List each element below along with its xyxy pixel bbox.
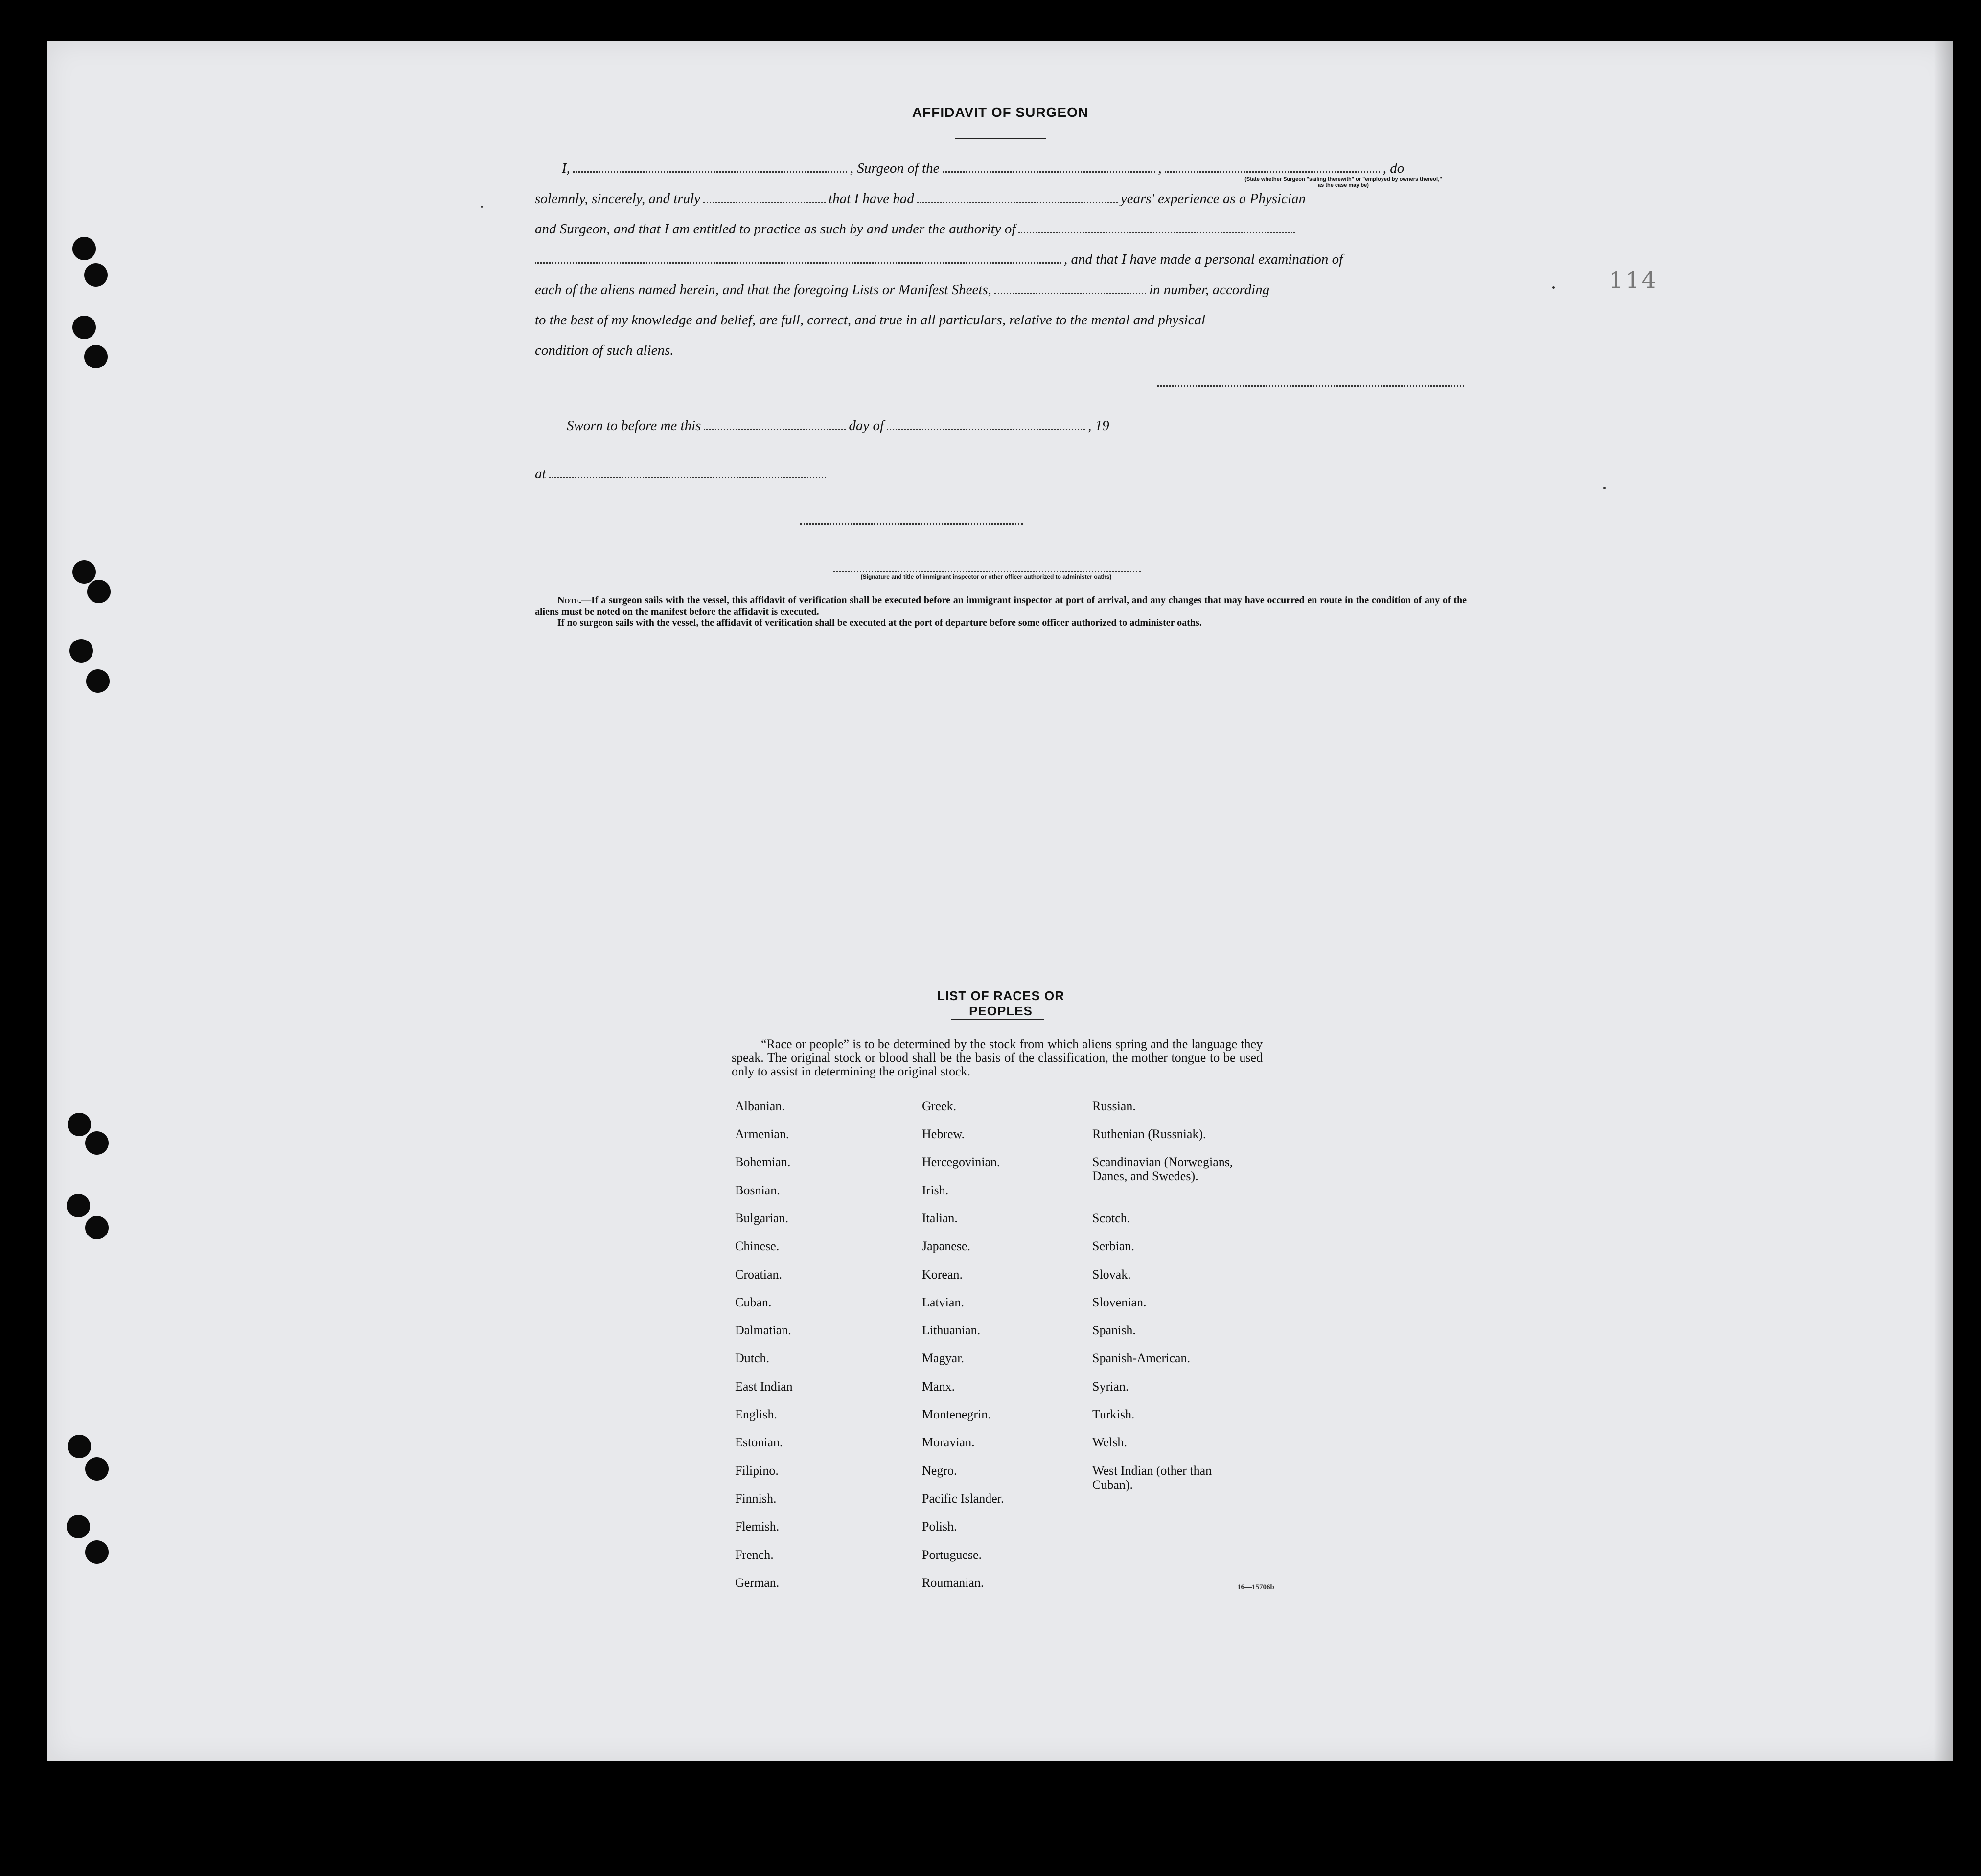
affidavit-title: AFFIDAVIT OF SURGEON (912, 105, 1089, 120)
race-item: Pacific Islander. (922, 1491, 1004, 1506)
text: each of the aliens named herein, and that the foregoing Lists or Manifest Sheets, (535, 282, 991, 297)
affidavit-line-7 (535, 343, 674, 359)
race-item: Polish. (922, 1519, 957, 1533)
month-blank (887, 428, 1085, 430)
officer-signature-line (833, 570, 1141, 572)
race-item: Hebrew. (922, 1127, 965, 1141)
race-item: Flemish. (735, 1519, 780, 1533)
race-item: Bosnian. (735, 1183, 780, 1197)
race-item: Finnish. (735, 1491, 777, 1506)
text: at (535, 466, 546, 481)
seal-line (800, 523, 1023, 525)
race-item: Negro. (922, 1464, 957, 1478)
text: , and that I have made a personal examination of (1064, 252, 1343, 267)
affidavit-line-3 (535, 221, 1298, 237)
affidavit-line-5 (535, 282, 1269, 298)
text: Sworn to before me this (567, 418, 701, 434)
race-item: Slovak. (1092, 1267, 1131, 1281)
race-item: Hercegovinian. (922, 1155, 1000, 1169)
race-item: Scandinavian (Norwegians, Danes, and Swedes). (1092, 1155, 1233, 1183)
text: day of (849, 418, 884, 434)
race-item: Spanish-American. (1092, 1351, 1191, 1365)
race-item: Estonian. (735, 1435, 783, 1449)
race-item: Serbian. (1092, 1239, 1134, 1253)
race-item: Scotch. (1092, 1211, 1130, 1225)
vessel-blank (943, 171, 1155, 173)
race-item: Russian. (1092, 1099, 1136, 1113)
form-number: 16—15706b (1237, 1583, 1274, 1591)
punch-hole (85, 1540, 109, 1564)
sworn-line (567, 418, 1109, 434)
race-item: Bulgarian. (735, 1211, 789, 1225)
note-text-1: —If a surgeon sails with the vessel, this affidavit of verification shall be executed before an immigrant inspector at port of arrival, and any changes that may have occurred en route in the condition of any of the aliens must be noted on the manifest before the affidavit is executed. (535, 595, 1467, 617)
affidavit-note (535, 595, 1467, 629)
text: , (1158, 160, 1162, 176)
races-title: LIST OF RACES OR PEOPLES (937, 988, 1065, 1018)
race-item: Slovenian. (1092, 1295, 1147, 1309)
punch-hole (72, 316, 96, 339)
ink-speck (1603, 487, 1606, 489)
race-item: East Indian (735, 1379, 793, 1394)
race-item: Manx. (922, 1379, 955, 1394)
punch-hole (84, 263, 108, 287)
punch-hole (67, 1515, 90, 1538)
punch-hole (68, 1435, 91, 1458)
punch-hole (67, 1194, 90, 1217)
race-item: Dalmatian. (735, 1323, 791, 1337)
race-item: Korean. (922, 1267, 963, 1281)
authority-blank (1018, 231, 1295, 233)
years-blank (917, 201, 1118, 203)
punch-hole (84, 345, 108, 368)
race-item: Japanese. (922, 1239, 970, 1253)
affidavit-line-1 (562, 160, 1404, 177)
race-item: Turkish. (1092, 1407, 1135, 1421)
punch-hole (85, 1216, 109, 1239)
affidavit-line-4 (535, 252, 1343, 268)
race-item: Chinese. (735, 1239, 780, 1253)
text: I, (562, 160, 570, 176)
affidavit-line-2 (535, 191, 1306, 207)
text: condition of such aliens. (535, 343, 674, 358)
day-blank (704, 428, 846, 430)
race-item: Armenian. (735, 1127, 789, 1141)
race-item: Croatian. (735, 1267, 783, 1281)
punch-hole (87, 580, 111, 603)
note-label: Note. (557, 595, 582, 606)
name-blank (573, 171, 847, 173)
race-item: Italian. (922, 1211, 958, 1225)
affidavit-line-6 (535, 312, 1205, 328)
officer-signature-caption: (Signature and title of immigrant inspector or other officer authorized to administer oaths) (860, 573, 1112, 580)
race-item: Montenegrin. (922, 1407, 991, 1421)
place-blank (549, 476, 826, 478)
race-item: Greek. (922, 1099, 957, 1113)
race-item: Lithuanian. (922, 1323, 981, 1337)
vessel-status-note: (State whether Surgeon "sailing therewith" or "employed by owners thereof," as the case may be) (1244, 176, 1442, 188)
race-item: Spanish. (1092, 1323, 1136, 1337)
race-item: English. (735, 1407, 777, 1421)
text: to the best of my knowledge and belief, are full, correct, and true in all particulars, relative to the mental and physical (535, 312, 1206, 328)
race-item: Albanian. (735, 1099, 785, 1113)
race-item: Moravian. (922, 1435, 975, 1449)
punch-hole (69, 639, 93, 663)
title-underline (955, 138, 1046, 139)
races-intro (732, 1037, 1263, 1078)
race-item: Portuguese. (922, 1548, 982, 1562)
race-item: German. (735, 1576, 780, 1590)
text: years' experience as a Physician (1120, 191, 1306, 206)
text: solemnly, sincerely, and truly (535, 191, 701, 206)
ink-speck (481, 206, 483, 208)
race-item: Magyar. (922, 1351, 964, 1365)
race-item: Ruthenian (Russniak). (1092, 1127, 1206, 1141)
punch-hole (85, 1457, 109, 1481)
text: , 19 (1088, 418, 1109, 434)
race-item: Bohemian. (735, 1155, 791, 1169)
ink-speck (1552, 286, 1555, 289)
race-item: Irish. (922, 1183, 949, 1197)
punch-hole (86, 669, 110, 693)
text: , do (1382, 160, 1405, 176)
races-title-underline (951, 1019, 1044, 1020)
punch-hole (68, 1113, 91, 1136)
text: , Surgeon of the (850, 160, 940, 176)
oath-blank (703, 201, 826, 203)
race-item: Syrian. (1092, 1379, 1129, 1394)
surgeon-signature-line (1157, 385, 1464, 387)
punch-hole (72, 560, 96, 584)
status-blank (1165, 171, 1380, 173)
race-item: Welsh. (1092, 1435, 1127, 1449)
text: in number, according (1149, 282, 1270, 297)
text: and Surgeon, and that I am entitled to practice as such by and under the authority of (535, 221, 1016, 237)
race-item: Cuban. (735, 1295, 772, 1309)
note-text-2: If no surgeon sails with the vessel, the affidavit of verification shall be executed at the port of departure before some officer authorized to administer oaths. (557, 618, 1202, 628)
authority-blank-continued (535, 262, 1061, 264)
intro-text: “Race or people” is to be determined by the stock from which aliens spring and the language they speak. The original stock or blood shall be the basis of the classification, the mother tongue to be used only to assist in determining the original stock. (732, 1037, 1263, 1078)
race-item: French. (735, 1548, 774, 1562)
page-number: 114 (1609, 267, 1658, 293)
punch-hole (85, 1131, 109, 1155)
place-line (535, 466, 829, 482)
race-item: Filipino. (735, 1464, 779, 1478)
text: that I have had (829, 191, 914, 206)
punch-hole (72, 237, 96, 260)
race-item: Latvian. (922, 1295, 964, 1309)
page-edge-shadow (1934, 41, 1953, 1761)
race-item: West Indian (other than Cuban). (1092, 1464, 1212, 1492)
race-item: Roumanian. (922, 1576, 984, 1590)
sheet-count-blank (994, 292, 1146, 294)
race-item: Dutch. (735, 1351, 770, 1365)
